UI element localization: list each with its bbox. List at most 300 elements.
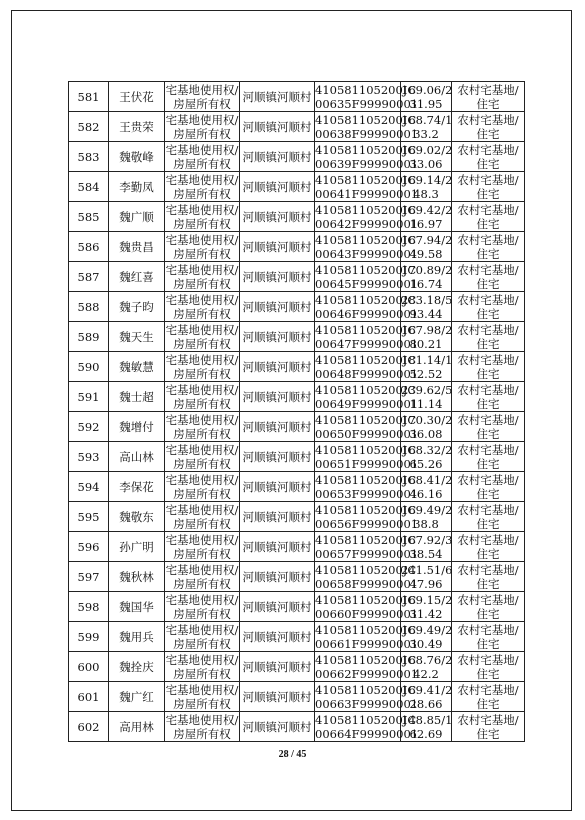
cell-land-use-line: 住宅 — [476, 456, 500, 471]
cell-location: 河顺镇河顺村 — [240, 232, 315, 262]
cell-unit-code-line: 410581105200JC — [315, 322, 417, 337]
cell-area-line: 46.16 — [409, 486, 443, 501]
cell-unit-code — [315, 502, 419, 532]
table-body — [69, 82, 525, 742]
cell-unit-code-line: 00645F99990001 — [315, 276, 419, 291]
cell-number: 595 — [69, 502, 109, 532]
cell-right-type-line: 宅基地使用权/ — [165, 592, 239, 607]
cell-right-type-line: 宅基地使用权/ — [165, 352, 239, 367]
table-row — [69, 652, 525, 682]
table-row — [69, 442, 525, 472]
cell-land-use-line: 农村宅基地/ — [457, 472, 519, 487]
cell-land-use-line: 农村宅基地/ — [457, 82, 519, 97]
cell-land-use-line: 农村宅基地/ — [457, 592, 519, 607]
cell-land-use-line: 住宅 — [476, 486, 500, 501]
cell-unit-code-line: 00664F99990001 — [315, 726, 419, 741]
cell-land-use-line: 住宅 — [476, 636, 500, 651]
cell-number: 594 — [69, 472, 109, 502]
cell-land-use — [452, 712, 525, 742]
cell-number: 585 — [69, 202, 109, 232]
cell-right-type-line: 房屋所有权 — [173, 606, 231, 621]
cell-number: 593 — [69, 442, 109, 472]
cell-owner-name: 魏拴庆 — [109, 652, 165, 682]
table-row — [69, 292, 525, 322]
cell-land-use-line: 住宅 — [476, 216, 500, 231]
cell-unit-code — [315, 442, 419, 472]
cell-right-type-line: 宅基地使用权/ — [165, 82, 239, 97]
cell-land-use — [452, 532, 525, 562]
cell-right-type-line: 宅基地使用权/ — [165, 472, 239, 487]
cell-land-use — [452, 502, 525, 532]
cell-owner-name: 孙广明 — [109, 532, 165, 562]
cell-right-type-line: 房屋所有权 — [173, 696, 231, 711]
cell-unit-code-line: 410581105200JC — [315, 442, 417, 457]
cell-unit-code-line: 00660F99990001 — [315, 606, 419, 621]
cell-area-line: 148.85/1 — [401, 712, 453, 727]
cell-right-type — [165, 262, 240, 292]
cell-unit-code — [315, 412, 419, 442]
cell-right-type-line: 宅基地使用权/ — [165, 502, 239, 517]
cell-land-use-line: 住宅 — [476, 276, 500, 291]
cell-land-use-line: 住宅 — [476, 696, 500, 711]
cell-number: 587 — [69, 262, 109, 292]
cell-land-use-line: 农村宅基地/ — [457, 712, 519, 727]
cell-land-use-line: 农村宅基地/ — [457, 502, 519, 517]
cell-land-use — [452, 472, 525, 502]
table-row — [69, 412, 525, 442]
cell-land-use — [452, 592, 525, 622]
cell-right-type-line: 宅基地使用权/ — [165, 232, 239, 247]
cell-unit-code-line: 00635F99990001 — [315, 96, 419, 111]
cell-area-line: 167.92/3 — [401, 532, 453, 547]
cell-unit-code-line: 410581105200JC — [315, 292, 417, 307]
cell-area-line: 169.15/2 — [401, 592, 453, 607]
cell-owner-name: 魏增付 — [109, 412, 165, 442]
cell-area-line: 33.2 — [413, 126, 439, 141]
cell-location: 河顺镇河顺村 — [240, 502, 315, 532]
cell-right-type — [165, 562, 240, 592]
cell-right-type — [165, 232, 240, 262]
cell-number: 581 — [69, 82, 109, 112]
cell-land-use — [452, 352, 525, 382]
cell-area-line: 31.95 — [409, 96, 443, 111]
cell-location: 河顺镇河顺村 — [240, 592, 315, 622]
cell-unit-code — [315, 292, 419, 322]
cell-unit-code-line: 00646F99990001 — [315, 306, 419, 321]
cell-number: 586 — [69, 232, 109, 262]
cell-land-use — [452, 562, 525, 592]
cell-right-type-line: 宅基地使用权/ — [165, 412, 239, 427]
cell-right-type-line: 房屋所有权 — [173, 666, 231, 681]
cell-right-type — [165, 712, 240, 742]
cell-unit-code-line: 00657F99990001 — [315, 546, 419, 561]
cell-land-use — [452, 442, 525, 472]
cell-land-use-line: 农村宅基地/ — [457, 262, 519, 277]
cell-right-type-line: 宅基地使用权/ — [165, 382, 239, 397]
cell-area-line: 170.89/2 — [401, 262, 453, 277]
cell-number: 583 — [69, 142, 109, 172]
cell-land-use-line: 住宅 — [476, 606, 500, 621]
cell-number: 589 — [69, 322, 109, 352]
cell-right-type-line: 房屋所有权 — [173, 336, 231, 351]
cell-location: 河顺镇河顺村 — [240, 532, 315, 562]
cell-owner-name: 魏红喜 — [109, 262, 165, 292]
cell-unit-code — [315, 682, 419, 712]
table-row — [69, 382, 525, 412]
cell-location: 河顺镇河顺村 — [240, 112, 315, 142]
cell-land-use-line: 住宅 — [476, 366, 500, 381]
cell-land-use-line: 农村宅基地/ — [457, 322, 519, 337]
cell-right-type-line: 宅基地使用权/ — [165, 292, 239, 307]
cell-area-line: 170.30/2 — [401, 412, 453, 427]
cell-unit-code-line: 410581105200JC — [315, 172, 417, 187]
cell-area-line: 168.74/1 — [401, 112, 453, 127]
cell-unit-code-line: 410581105200JC — [315, 682, 417, 697]
cell-land-use-line: 农村宅基地/ — [457, 442, 519, 457]
cell-right-type-line: 房屋所有权 — [173, 576, 231, 591]
cell-land-use-line: 住宅 — [476, 546, 500, 561]
cell-land-use-line: 农村宅基地/ — [457, 352, 519, 367]
cell-location: 河顺镇河顺村 — [240, 202, 315, 232]
cell-number: 600 — [69, 652, 109, 682]
cell-right-type-line: 宅基地使用权/ — [165, 532, 239, 547]
cell-right-type-line: 宅基地使用权/ — [165, 112, 239, 127]
cell-unit-code-line: 410581105200JC — [315, 382, 417, 397]
cell-location: 河顺镇河顺村 — [240, 322, 315, 352]
cell-owner-name: 高用林 — [109, 712, 165, 742]
cell-area-line: 93.44 — [409, 306, 443, 321]
cell-area-line: 16.74 — [409, 276, 443, 291]
cell-owner-name: 魏秋林 — [109, 562, 165, 592]
cell-unit-code — [315, 82, 419, 112]
cell-area-line: 38.8 — [413, 516, 439, 531]
cell-unit-code-line: 00643F99990001 — [315, 246, 419, 261]
cell-land-use-line: 农村宅基地/ — [457, 232, 519, 247]
cell-location: 河顺镇河顺村 — [240, 142, 315, 172]
cell-location: 河顺镇河顺村 — [240, 172, 315, 202]
cell-right-type-line: 宅基地使用权/ — [165, 262, 239, 277]
cell-area-line: 42.2 — [413, 666, 439, 681]
cell-owner-name: 魏广顺 — [109, 202, 165, 232]
table-row — [69, 502, 525, 532]
cell-number: 592 — [69, 412, 109, 442]
cell-owner-name: 魏广红 — [109, 682, 165, 712]
cell-location: 河顺镇河顺村 — [240, 442, 315, 472]
cell-unit-code — [315, 172, 419, 202]
cell-unit-code — [315, 472, 419, 502]
cell-right-type-line: 房屋所有权 — [173, 366, 231, 381]
cell-unit-code-line: 00651F99990001 — [315, 456, 419, 471]
cell-unit-code-line: 00639F99990001 — [315, 156, 419, 171]
cell-area-line: 168.41/2 — [401, 472, 453, 487]
table-row — [69, 532, 525, 562]
table-row — [69, 592, 525, 622]
cell-unit-code-line: 00647F99990001 — [315, 336, 419, 351]
cell-right-type-line: 宅基地使用权/ — [165, 202, 239, 217]
cell-number: 598 — [69, 592, 109, 622]
cell-area-line: 11.14 — [409, 396, 443, 411]
cell-area-line: 38.54 — [409, 546, 443, 561]
cell-area-line: 80.21 — [409, 336, 443, 351]
cell-right-type-line: 房屋所有权 — [173, 96, 231, 111]
cell-owner-name: 魏敬峰 — [109, 142, 165, 172]
cell-owner-name: 高山林 — [109, 442, 165, 472]
cell-unit-code-line: 410581105200JC — [315, 232, 417, 247]
cell-unit-code-line: 410581105200JC — [315, 652, 417, 667]
cell-owner-name: 魏敏慧 — [109, 352, 165, 382]
table-row — [69, 562, 525, 592]
cell-area-line: 169.42/2 — [401, 202, 453, 217]
cell-location: 河顺镇河顺村 — [240, 562, 315, 592]
cell-land-use-line: 住宅 — [476, 426, 500, 441]
cell-unit-code-line: 410581105200JC — [315, 202, 417, 217]
cell-location: 河顺镇河顺村 — [240, 472, 315, 502]
cell-land-use — [452, 142, 525, 172]
cell-area-line: 169.49/2 — [401, 502, 453, 517]
cell-land-use-line: 住宅 — [476, 246, 500, 261]
cell-right-type — [165, 652, 240, 682]
cell-unit-code-line: 00648F99990001 — [315, 366, 419, 381]
cell-area-line: 30.49 — [409, 636, 443, 651]
cell-right-type-line: 房屋所有权 — [173, 636, 231, 651]
table-row — [69, 262, 525, 292]
cell-right-type-line: 宅基地使用权/ — [165, 622, 239, 637]
cell-land-use-line: 农村宅基地/ — [457, 562, 519, 577]
cell-unit-code-line: 00638F99990001 — [315, 126, 419, 141]
table-row — [69, 142, 525, 172]
cell-unit-code — [315, 232, 419, 262]
cell-land-use-line: 农村宅基地/ — [457, 292, 519, 307]
cell-unit-code-line: 410581105200JC — [315, 82, 417, 97]
cell-unit-code-line: 00662F99990001 — [315, 666, 419, 681]
cell-area-line: 167.98/2 — [401, 322, 453, 337]
cell-area-line: 48.3 — [413, 186, 439, 201]
record-table — [68, 81, 525, 742]
cell-unit-code-line: 410581105200JC — [315, 532, 417, 547]
cell-land-use-line: 住宅 — [476, 666, 500, 681]
cell-land-use-line: 住宅 — [476, 306, 500, 321]
cell-right-type-line: 房屋所有权 — [173, 186, 231, 201]
cell-location: 河顺镇河顺村 — [240, 682, 315, 712]
cell-land-use-line: 住宅 — [476, 96, 500, 111]
cell-right-type-line: 房屋所有权 — [173, 306, 231, 321]
cell-right-type-line: 房屋所有权 — [173, 246, 231, 261]
cell-area-line: 169.02/2 — [401, 142, 453, 157]
cell-number: 588 — [69, 292, 109, 322]
cell-land-use — [452, 292, 525, 322]
cell-number: 599 — [69, 622, 109, 652]
table-row — [69, 172, 525, 202]
cell-owner-name: 王伏花 — [109, 82, 165, 112]
cell-owner-name: 王贵荣 — [109, 112, 165, 142]
cell-unit-code — [315, 262, 419, 292]
cell-unit-code-line: 410581105200JC — [315, 142, 417, 157]
cell-land-use-line: 农村宅基地/ — [457, 532, 519, 547]
cell-right-type-line: 房屋所有权 — [173, 216, 231, 231]
cell-location: 河顺镇河顺村 — [240, 82, 315, 112]
cell-right-type-line: 宅基地使用权/ — [165, 322, 239, 337]
cell-land-use-line: 住宅 — [476, 126, 500, 141]
cell-location: 河顺镇河顺村 — [240, 712, 315, 742]
cell-unit-code-line: 00642F99990001 — [315, 216, 419, 231]
cell-land-use-line: 农村宅基地/ — [457, 382, 519, 397]
cell-unit-code-line: 410581105200JC — [315, 502, 417, 517]
cell-unit-code-line: 00653F99990001 — [315, 486, 419, 501]
cell-unit-code — [315, 382, 419, 412]
cell-land-use — [452, 682, 525, 712]
cell-unit-code-line: 410581105200JC — [315, 592, 417, 607]
cell-number: 590 — [69, 352, 109, 382]
cell-right-type — [165, 142, 240, 172]
cell-land-use-line: 农村宅基地/ — [457, 652, 519, 667]
cell-right-type-line: 房屋所有权 — [173, 396, 231, 411]
cell-unit-code-line: 00663F99990001 — [315, 696, 419, 711]
cell-area-line: 28.66 — [409, 696, 443, 711]
cell-right-type — [165, 202, 240, 232]
cell-right-type-line: 宅基地使用权/ — [165, 172, 239, 187]
cell-owner-name: 李保花 — [109, 472, 165, 502]
cell-land-use — [452, 262, 525, 292]
cell-location: 河顺镇河顺村 — [240, 382, 315, 412]
cell-location: 河顺镇河顺村 — [240, 622, 315, 652]
cell-area-line: 33.06 — [409, 156, 443, 171]
cell-right-type-line: 房屋所有权 — [173, 486, 231, 501]
cell-right-type-line: 房屋所有权 — [173, 126, 231, 141]
cell-right-type — [165, 502, 240, 532]
cell-land-use-line: 住宅 — [476, 156, 500, 171]
cell-area-line: 52.52 — [409, 366, 443, 381]
cell-area-line: 36.08 — [409, 426, 443, 441]
cell-unit-code-line: 00650F99990001 — [315, 426, 419, 441]
cell-right-type-line: 房屋所有权 — [173, 276, 231, 291]
cell-land-use — [452, 202, 525, 232]
cell-unit-code — [315, 712, 419, 742]
cell-number: 582 — [69, 112, 109, 142]
cell-unit-code-line: 410581105200JC — [315, 712, 417, 727]
cell-right-type-line: 宅基地使用权/ — [165, 142, 239, 157]
cell-land-use-line: 住宅 — [476, 516, 500, 531]
cell-area-line: 49.58 — [409, 246, 443, 261]
cell-right-type — [165, 172, 240, 202]
cell-area-line: 169.06/2 — [401, 82, 453, 97]
cell-right-type — [165, 532, 240, 562]
cell-area-line: 167.94/2 — [401, 232, 453, 247]
cell-right-type-line: 房屋所有权 — [173, 456, 231, 471]
cell-right-type-line: 宅基地使用权/ — [165, 682, 239, 697]
cell-land-use-line: 住宅 — [476, 726, 500, 741]
cell-land-use-line: 农村宅基地/ — [457, 622, 519, 637]
cell-location: 河顺镇河顺村 — [240, 292, 315, 322]
cell-unit-code — [315, 112, 419, 142]
cell-right-type-line: 房屋所有权 — [173, 546, 231, 561]
cell-land-use-line: 农村宅基地/ — [457, 172, 519, 187]
cell-land-use-line: 农村宅基地/ — [457, 682, 519, 697]
cell-right-type — [165, 352, 240, 382]
cell-land-use — [452, 322, 525, 352]
cell-right-type — [165, 322, 240, 352]
cell-land-use — [452, 112, 525, 142]
cell-area-line: 169.41/2 — [401, 682, 453, 697]
cell-owner-name: 魏天生 — [109, 322, 165, 352]
table-row — [69, 682, 525, 712]
cell-number: 597 — [69, 562, 109, 592]
cell-right-type-line: 房屋所有权 — [173, 156, 231, 171]
cell-owner-name: 魏士超 — [109, 382, 165, 412]
cell-owner-name: 魏贵昌 — [109, 232, 165, 262]
cell-unit-code-line: 410581105200JC — [315, 262, 417, 277]
cell-land-use-line: 住宅 — [476, 396, 500, 411]
cell-right-type-line: 房屋所有权 — [173, 516, 231, 531]
cell-area-line: 181.14/1 — [401, 352, 453, 367]
cell-owner-name: 魏敬东 — [109, 502, 165, 532]
cell-unit-code — [315, 622, 419, 652]
cell-unit-code — [315, 142, 419, 172]
cell-land-use — [452, 232, 525, 262]
cell-land-use-line: 住宅 — [476, 336, 500, 351]
cell-land-use — [452, 382, 525, 412]
cell-unit-code — [315, 322, 419, 352]
cell-area-line: 65.26 — [409, 456, 443, 471]
cell-right-type — [165, 622, 240, 652]
page-number: 28 / 45 — [278, 749, 307, 760]
cell-land-use-line: 农村宅基地/ — [457, 142, 519, 157]
cell-right-type-line: 房屋所有权 — [173, 726, 231, 741]
cell-unit-code-line: 410581105200JC — [315, 352, 417, 367]
cell-unit-code-line: 00658F99990001 — [315, 576, 419, 591]
cell-area-line: 168.76/2 — [401, 652, 453, 667]
cell-right-type — [165, 472, 240, 502]
cell-unit-code — [315, 592, 419, 622]
table-row — [69, 322, 525, 352]
cell-location: 河顺镇河顺村 — [240, 352, 315, 382]
cell-unit-code-line: 410581105200JC — [315, 112, 417, 127]
cell-area-line: 168.32/2 — [401, 442, 453, 457]
cell-land-use — [452, 82, 525, 112]
cell-area-line: 31.42 — [409, 606, 443, 621]
cell-right-type — [165, 682, 240, 712]
cell-right-type — [165, 442, 240, 472]
cell-unit-code — [315, 652, 419, 682]
table-row — [69, 472, 525, 502]
cell-right-type — [165, 412, 240, 442]
cell-unit-code-line: 00656F99990001 — [315, 516, 419, 531]
table-row — [69, 352, 525, 382]
cell-land-use-line: 农村宅基地/ — [457, 112, 519, 127]
cell-unit-code-line: 00641F99990001 — [315, 186, 419, 201]
table-row — [69, 202, 525, 232]
cell-right-type — [165, 592, 240, 622]
cell-location: 河顺镇河顺村 — [240, 262, 315, 292]
cell-area-line: 169.49/2 — [401, 622, 453, 637]
cell-unit-code-line: 00649F99990001 — [315, 396, 419, 411]
cell-number: 596 — [69, 532, 109, 562]
cell-area-line: 16.97 — [409, 216, 443, 231]
cell-right-type-line: 宅基地使用权/ — [165, 562, 239, 577]
cell-land-use — [452, 622, 525, 652]
cell-unit-code — [315, 562, 419, 592]
cell-unit-code-line: 410581105200JC — [315, 562, 417, 577]
cell-unit-code — [315, 352, 419, 382]
cell-land-use — [452, 172, 525, 202]
cell-owner-name: 魏子昀 — [109, 292, 165, 322]
cell-area-line: 239.62/5 — [401, 382, 453, 397]
cell-area-line: 62.69 — [409, 726, 443, 741]
cell-owner-name: 魏国华 — [109, 592, 165, 622]
cell-area-line: 241.51/6 — [401, 562, 453, 577]
cell-unit-code — [315, 202, 419, 232]
cell-land-use — [452, 412, 525, 442]
cell-area-line: 47.96 — [409, 576, 443, 591]
